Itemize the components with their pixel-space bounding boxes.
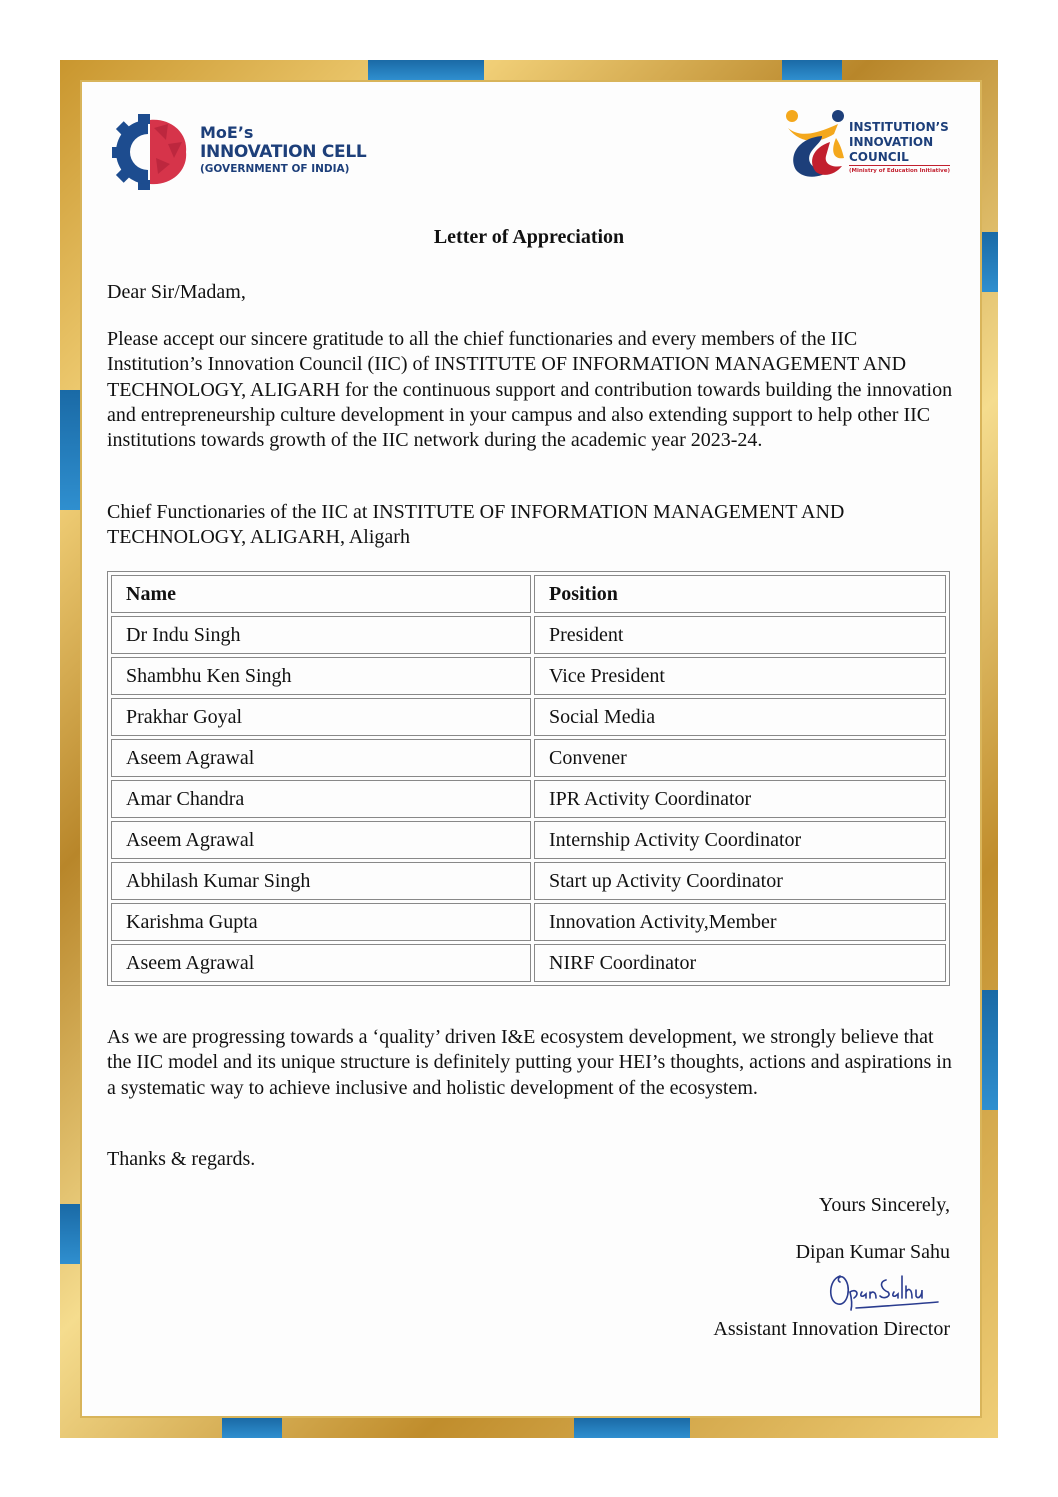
table-header-row	[111, 575, 946, 613]
table-row	[111, 903, 946, 941]
border-accent	[222, 1418, 282, 1438]
member-name: Amar Chandra	[111, 780, 531, 818]
signatory-name: Dipan Kumar Sahu	[795, 1241, 950, 1263]
gear-brain-icon	[108, 114, 190, 190]
member-position: President	[534, 616, 946, 654]
body-paragraph: As we are progressing towards a ‘quality’ driven I&E ecosystem development, we strongly believe that the IIC model and its unique structure is definitely putting your HEI’s thoughts, actions and aspirations in a systematic way to achieve inclusive and holistic development of the ecosystem.	[107, 1026, 952, 1099]
logo-text: MoE’s	[200, 123, 254, 142]
member-name: Aseem Agrawal	[111, 821, 531, 859]
logo-text: INNOVATION	[849, 135, 934, 149]
table-row	[111, 739, 946, 777]
signatory-designation: Assistant Innovation Director	[713, 1318, 950, 1340]
table-row	[111, 780, 946, 818]
border-accent	[60, 1204, 80, 1264]
table-row	[111, 698, 946, 736]
member-name: Aseem Agrawal	[111, 944, 531, 982]
member-position: Start up Activity Coordinator	[534, 862, 946, 900]
page-title: Letter of Appreciation	[433, 226, 625, 248]
column-header-position: Position	[534, 575, 946, 613]
member-name: Dr Indu Singh	[111, 616, 531, 654]
member-name: Prakhar Goyal	[111, 698, 531, 736]
border-accent	[368, 60, 484, 80]
logo-text: COUNCIL	[849, 150, 909, 164]
member-position: Social Media	[534, 698, 946, 736]
border-accent	[982, 990, 998, 1110]
logo-text: INSTITUTION’S	[849, 120, 949, 134]
table-row	[111, 821, 946, 859]
member-name: Shambhu Ken Singh	[111, 657, 531, 695]
member-position: Internship Activity Coordinator	[534, 821, 946, 859]
thanks-text: Thanks & regards.	[107, 1148, 256, 1170]
handwritten-signature	[826, 1266, 942, 1316]
body-paragraph: Chief Functionaries of the IIC at INSTITUTE OF INFORMATION MANAGEMENT AND TECHNOLOGY, ALIGARH, Aligarh	[107, 501, 845, 549]
iic-logo	[782, 108, 957, 184]
member-name: Aseem Agrawal	[111, 739, 531, 777]
member-position: Convener	[534, 739, 946, 777]
table-row	[111, 862, 946, 900]
chief-functionaries-table	[107, 571, 950, 986]
border-accent	[782, 60, 842, 80]
moe-innovation-cell-logo	[108, 114, 368, 190]
logo-text: (GOVERNMENT OF INDIA)	[200, 163, 350, 175]
column-header-name: Name	[111, 575, 531, 613]
member-name: Karishma Gupta	[111, 903, 531, 941]
member-position: Vice President	[534, 657, 946, 695]
closing-text: Yours Sincerely,	[818, 1194, 950, 1216]
member-name: Abhilash Kumar Singh	[111, 862, 531, 900]
table-row	[111, 657, 946, 695]
member-position: IPR Activity Coordinator	[534, 780, 946, 818]
member-position: Innovation Activity,Member	[534, 903, 946, 941]
body-paragraph: Please accept our sincere gratitude to all the chief functionaries and every members of the IIC Institution’s Innovation Council (IIC) of INSTITUTE OF INFORMATION MANAGEMENT AND TECHNOLOGY, ALIGARH for the continuous support and contribution towards building the innovation and entrepreneurship culture development in your campus and also extending support to help other IIC institutions towards growth of the IIC network during the academic year 2023-24.	[107, 328, 953, 452]
border-accent	[574, 1418, 690, 1438]
table-row	[111, 944, 946, 982]
border-accent	[60, 390, 80, 510]
table-row	[111, 616, 946, 654]
salutation: Dear Sir/Madam,	[107, 281, 246, 303]
member-position: NIRF Coordinator	[534, 944, 946, 982]
logo-subtext: (Ministry of Education Initiative)	[849, 165, 950, 176]
logo-text: INNOVATION CELL	[200, 142, 367, 162]
iic-emblem-icon	[782, 108, 846, 180]
